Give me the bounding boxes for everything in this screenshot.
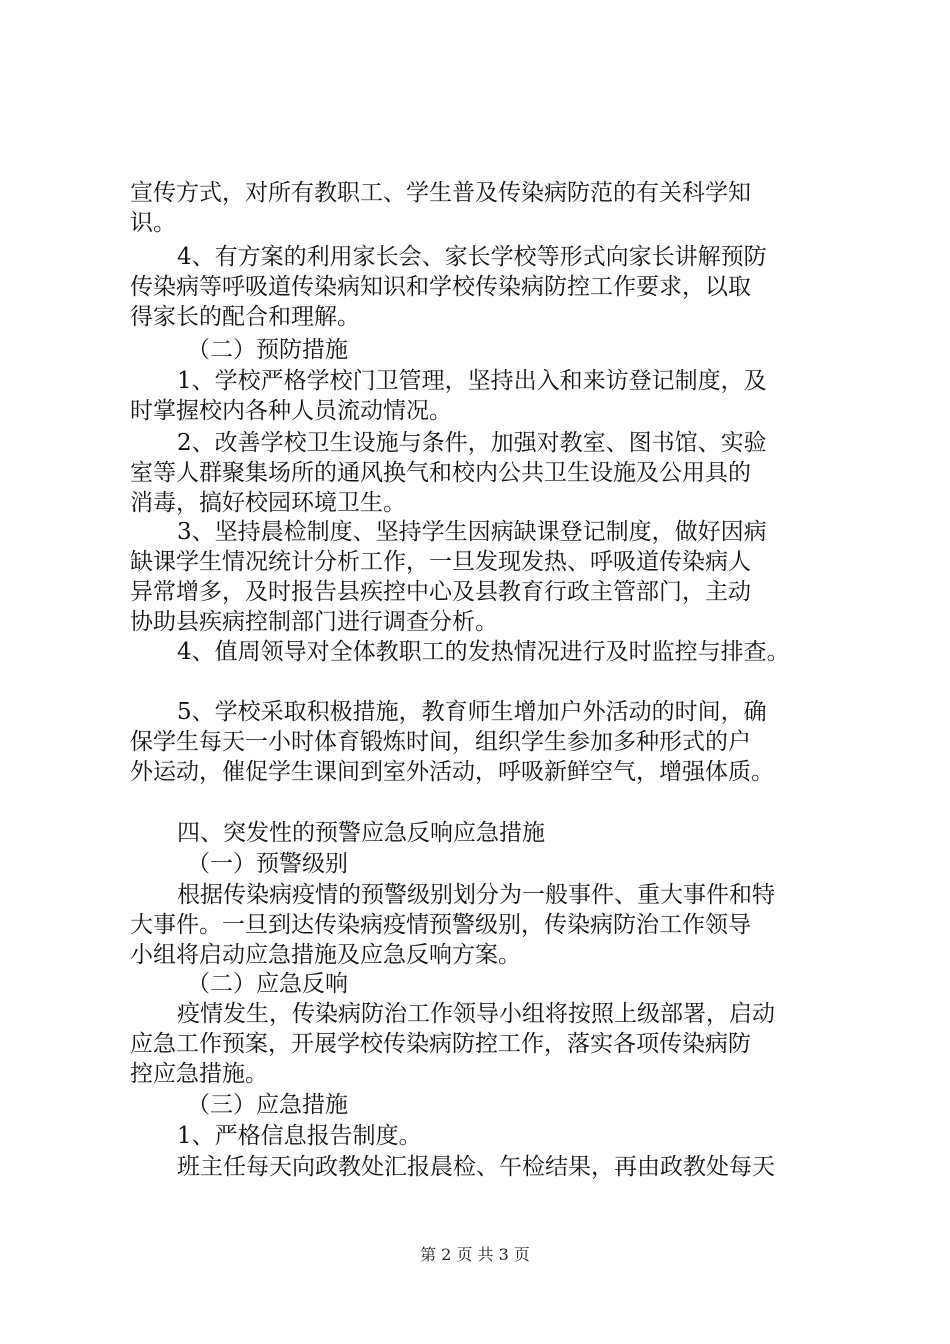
text-line: 识。 xyxy=(130,210,176,236)
text-line: 协助县疾病控制部门进行调查分析。 xyxy=(130,609,498,635)
section-heading: （一）预警级别 xyxy=(187,851,348,877)
text-line: 时掌握校内各种人员流动情况。 xyxy=(130,398,452,424)
text-line: 4、值周领导对全体教职工的发热情况进行及时监控与排查。 xyxy=(177,639,790,665)
text-line: 缺课学生情况统计分析工作，一旦发现发热、呼吸道传染病人 xyxy=(130,549,751,575)
section-heading: （二）预防措施 xyxy=(187,337,348,363)
text-line: 小组将启动应急措施及应急反响方案。 xyxy=(130,942,521,968)
section-heading: （二）应急反响 xyxy=(187,971,348,997)
text-line: 应急工作预案，开展学校传染病防控工作，落实各项传染病防 xyxy=(130,1031,751,1057)
text-line: 异常增多，及时报告县疾控中心及县教育行政主管部门，主动 xyxy=(130,579,751,605)
text-line: 外运动，催促学生课间到室外活动，呼吸新鲜空气，增强体质。 xyxy=(130,759,774,785)
section-heading: 四、突发性的预警应急反响应急措施 xyxy=(177,820,545,846)
text-line: 宣传方式，对所有教职工、学生普及传染病防范的有关科学知 xyxy=(130,180,751,206)
text-line: 2、改善学校卫生设施与条件，加强对教室、图书馆、实验 xyxy=(177,430,767,456)
section-heading: （三）应急措施 xyxy=(187,1092,348,1118)
text-line: 根据传染病疫情的预警级别划分为一般事件、重大事件和特 xyxy=(177,882,775,908)
text-line: 得家长的配合和理解。 xyxy=(130,304,360,330)
text-line: 室等人群聚集场所的通风换气和校内公共卫生设施及公用具的 xyxy=(130,460,751,486)
text-line: 疫情发生，传染病防治工作领导小组将按照上级部署，启动 xyxy=(177,1001,775,1027)
text-line: 1、学校严格学校门卫管理，坚持出入和来访登记制度，及 xyxy=(177,368,767,394)
text-line: 1、严格信息报告制度。 xyxy=(177,1123,422,1149)
text-line: 保学生每天一小时体育锻炼时间，组织学生参加多种形式的户 xyxy=(130,729,751,755)
text-line: 大事件。一旦到达传染病疫情预警级别，传染病防治工作领导 xyxy=(130,912,751,938)
page-number-footer: 第 2 页 共 3 页 xyxy=(420,1245,530,1264)
text-line: 消毒，搞好校园环境卫生。 xyxy=(130,490,406,516)
text-line: 传染病等呼吸道传染病知识和学校传染病防控工作要求，以取 xyxy=(130,274,751,300)
text-line: 控应急措施。 xyxy=(130,1061,268,1087)
text-line: 班主任每天向政教处汇报晨检、午检结果，再由政教处每天 xyxy=(177,1154,775,1180)
text-line: 3、坚持晨检制度、坚持学生因病缺课登记制度，做好因病 xyxy=(177,519,767,545)
text-line: 4、有方案的利用家长会、家长学校等形式向家长讲解预防 xyxy=(177,244,767,270)
text-line: 5、学校采取积极措施，教育师生增加户外活动的时间，确 xyxy=(177,699,767,725)
